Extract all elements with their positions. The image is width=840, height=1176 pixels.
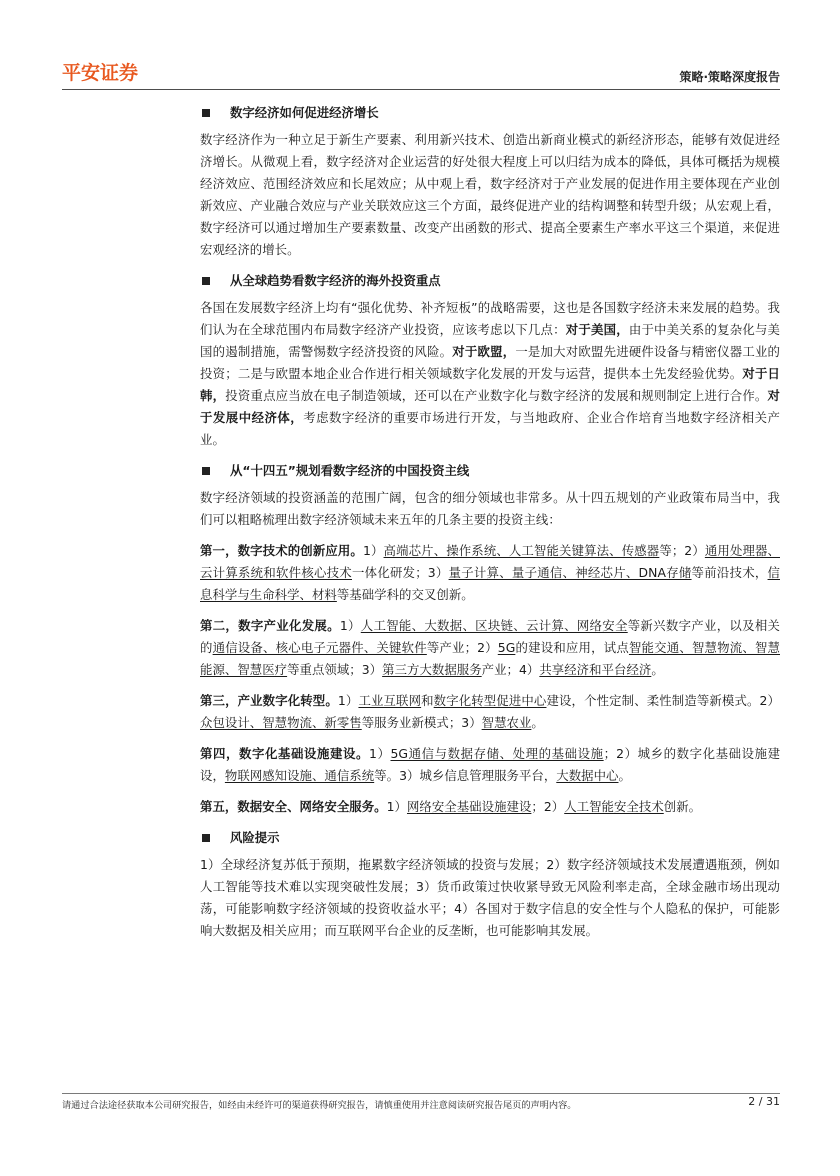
bold-lead: 第一，数字技术的创新应用。 xyxy=(200,543,363,558)
text-run: ；2）城乡的数字化基础设施建设， xyxy=(200,746,781,783)
investment-line xyxy=(200,743,780,787)
text-run: 一体化研发；3） xyxy=(351,565,449,580)
underlined-term: 量子计算、量子通信、神经芯片、DNA存储 xyxy=(448,565,692,580)
text-run: 等基础学科的交叉创新。 xyxy=(336,587,474,602)
investment-line xyxy=(200,540,780,606)
investment-line xyxy=(200,690,780,734)
text-run: 。 xyxy=(531,715,544,730)
body-paragraph: 数字经济作为一种立足于新生产要素、利用新兴技术、创造出新商业模式的新经济形态，能够有效促进经济增长。从微观上看，数字经济对企业运营的好处很大程度上可以归结为成本的降低，具体可概括为规模经济效应、范围经济效应和长尾效应；从中观上看，数字经济对于产业发展的促进作用主要体现在产业创新效应、产业融合效应与产业关联效应这三个方面，最终促进产业的结构调整和转型升级；从宏观上看，数字经济可以通过增加生产要素数量、改变产出函数的形式、提高全要素生产率水平这三个渠道，来促进宏观经济的增长。 xyxy=(200,132,780,257)
text-run: ；2） xyxy=(531,799,565,814)
underlined-term: 人工智能、大数据、区块链、云计算、网络安全 xyxy=(360,618,628,633)
bold-lead: 对于美国， xyxy=(565,322,629,337)
text-run: 投资重点应当放在电子制造领域，还可以在产业数字化与数字经济的发展和规则制定上进行合作。 xyxy=(225,388,768,403)
bold-lead: 对于日韩， xyxy=(200,366,780,403)
underlined-term: 5G xyxy=(497,640,516,655)
underlined-term: 智能交通、智慧物流、智慧能源、智慧医疗 xyxy=(200,640,780,677)
text-run: 创新。 xyxy=(663,799,702,814)
underlined-term: 物联网感知设施、通信系统 xyxy=(224,768,375,783)
section-heading: 从“十四五”规划看数字经济的中国投资主线 xyxy=(200,460,780,482)
underlined-term: 众包设计、智慧物流、新零售 xyxy=(200,715,362,730)
investment-line xyxy=(200,796,780,818)
underlined-term: 5G通信与数据存储、处理的基础设施 xyxy=(390,746,604,761)
underlined-term: 第三方大数据服务 xyxy=(382,662,482,677)
underlined-term: 大数据中心 xyxy=(556,768,619,783)
text-run: 1） xyxy=(337,693,359,708)
text-run: 等；2） xyxy=(659,543,705,558)
text-run: 等产业；2） xyxy=(426,640,498,655)
underlined-term: 信息科学与生命科学、材料 xyxy=(200,565,780,602)
report-type-label: 策略·策略深度报告 xyxy=(679,70,780,84)
page-header xyxy=(62,56,780,88)
footer-disclaimer: 请通过合法途径获取本公司研究报告，如经由未经许可的渠道获得研究报告，请慎重使用并注意阅读研究报告尾页的声明内容。 xyxy=(62,1100,577,1111)
text-run: 的建设和应用，试点 xyxy=(515,640,629,655)
text-run: 1） xyxy=(339,618,361,633)
underlined-term: 智慧农业 xyxy=(481,715,532,730)
text-run: 等前沿技术， xyxy=(691,565,768,580)
company-logo: 平安证券 xyxy=(62,62,139,84)
text-run: 等。3）城乡信息管理服务平台， xyxy=(374,768,557,783)
bold-lead: 对于欧盟， xyxy=(452,344,516,359)
underlined-term: 人工智能安全技术 xyxy=(564,799,664,814)
section-heading: 风险提示 xyxy=(200,827,780,849)
report-body xyxy=(200,102,780,951)
underlined-term: 网络安全基础设施建设 xyxy=(406,799,532,814)
bold-lead: 第五，数据安全、网络安全服务。 xyxy=(200,799,387,814)
text-run: 。 xyxy=(618,768,631,783)
body-paragraph xyxy=(200,297,780,451)
body-paragraph: 1）全球经济复苏低于预期，拖累数字经济领域的投资与发展；2）数字经济领域技术发展遭遇瓶颈，例如人工智能等技术难以实现突破性发展；3）货币政策过快收紧导致无风险利率走高，全球金融市场出现动荡，可能影响数字经济领域的投资收益水平；4）各国对于数字信息的安全性与个人隐私的保护，可能影响大数据及相关应用；而互联网平台企业的反垄断，也可能影响其发展。 xyxy=(200,857,780,938)
square-bullet-icon xyxy=(202,834,210,842)
text-run: 1） xyxy=(386,799,407,814)
text-run: 等服务业新模式；3） xyxy=(361,715,482,730)
investment-line xyxy=(200,615,780,681)
section-heading: 从全球趋势看数字经济的海外投资重点 xyxy=(200,270,780,292)
text-run: 产业；4） xyxy=(481,662,540,677)
underlined-term: 工业互联网 xyxy=(358,693,422,708)
square-bullet-icon xyxy=(202,277,210,285)
text-run: 由于中美关系的复杂化与美国的遏制措施，需警惕数字经济投资的风险。 xyxy=(200,322,781,359)
square-bullet-icon xyxy=(202,467,210,475)
underlined-term: 通信设备、核心电子元器件、关键软件 xyxy=(212,640,427,655)
page-number: 2 / 31 xyxy=(748,1095,780,1108)
underlined-term: 数字化转型促进中心 xyxy=(433,693,547,708)
text-run: 。 xyxy=(651,662,664,677)
footer-divider xyxy=(62,1093,780,1094)
header-divider xyxy=(62,89,780,90)
bold-lead: 第四，数字化基础设施建设。 xyxy=(200,746,369,761)
text-run: 各国在发展数字经济上均有“强化优势、补齐短板”的战略需要，这也是各国数字经济未来发展的趋势。我们认为在全球范围内布局数字经济产业投资，应该考虑以下几点： xyxy=(200,300,780,337)
text-run: 等重点领域；3） xyxy=(287,662,383,677)
bold-lead: 第二，数字产业化发展。 xyxy=(200,618,340,633)
text-run: 建设，个性定制、柔性制造等新模式。2） xyxy=(546,693,781,708)
underlined-term: 通用处理器、云计算系统和软件核心技术 xyxy=(200,543,780,580)
section-heading: 数字经济如何促进经济增长 xyxy=(200,102,780,124)
text-run: 一是加大对欧盟先进硬件设备与精密仪器工业的投资；二是与欧盟本地企业合作进行相关领域数字化发展的开发与运营，提供本土先发经验优势。 xyxy=(200,344,780,381)
body-paragraph: 数字经济领域的投资涵盖的范围广阔，包含的细分领域也非常多。从十四五规划的产业政策布局当中，我们可以粗略梳理出数字经济领域未来五年的几条主要的投资主线： xyxy=(200,490,780,527)
text-run: 考虑数字经济的重要市场进行开发，与当地政府、企业合作培育当地数字经济相关产业。 xyxy=(200,410,780,447)
underlined-term: 共享经济和平台经济 xyxy=(539,662,652,677)
text-run: 1） xyxy=(362,543,384,558)
bold-lead: 对于发展中经济体， xyxy=(200,388,780,425)
text-run: 等新兴数字产业，以及相关的 xyxy=(200,618,780,655)
underlined-term: 高端芯片、操作系统、人工智能关键算法、传感器 xyxy=(383,543,660,558)
square-bullet-icon xyxy=(202,109,210,117)
text-run: 和 xyxy=(421,693,434,708)
text-run: 1） xyxy=(369,746,391,761)
bold-lead: 第三，产业数字化转型。 xyxy=(200,693,338,708)
